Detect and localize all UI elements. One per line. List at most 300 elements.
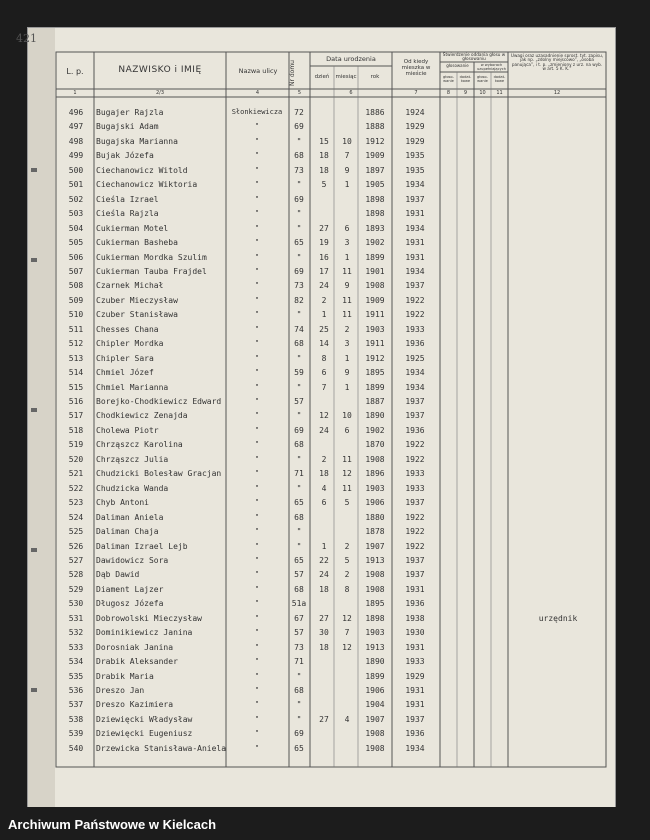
month-cell: 5 bbox=[344, 555, 350, 565]
lp-cell: 519 bbox=[68, 440, 84, 450]
table-row bbox=[0, 727, 650, 742]
year-cell: 1888 bbox=[365, 122, 385, 132]
year-cell: 1907 bbox=[365, 541, 385, 551]
lp-cell: 523 bbox=[68, 498, 84, 508]
lp-cell: 520 bbox=[68, 454, 84, 464]
table-row bbox=[0, 222, 650, 237]
year-cell: 1870 bbox=[365, 440, 385, 450]
year-cell: 1913 bbox=[365, 642, 385, 652]
lp-cell: 507 bbox=[68, 266, 84, 276]
year-cell: 1880 bbox=[365, 512, 385, 522]
since-cell: 1936 bbox=[405, 339, 425, 349]
name-cell: Borejko-Chodkiewicz Edward bbox=[96, 397, 222, 406]
table-row bbox=[0, 236, 650, 251]
column-number: 12 bbox=[553, 90, 561, 96]
column-number: 11 bbox=[496, 90, 503, 96]
name-cell: Chipler Sara bbox=[96, 353, 154, 363]
name-cell: Chipler Mordka bbox=[96, 339, 164, 349]
year-cell: 1911 bbox=[365, 310, 385, 320]
house-no-cell: 71 bbox=[294, 469, 304, 479]
year-cell: 1895 bbox=[365, 368, 385, 378]
day-cell: 24 bbox=[319, 425, 329, 435]
lp-cell: 527 bbox=[68, 555, 84, 565]
year-cell: 1908 bbox=[365, 729, 385, 739]
day-cell: 24 bbox=[319, 570, 329, 580]
name-cell: Czarnek Michał bbox=[96, 281, 164, 291]
street-cell: " bbox=[254, 584, 260, 593]
lp-cell: 497 bbox=[68, 122, 84, 132]
street-cell: " bbox=[254, 454, 260, 463]
header-birth-date: Data urodzenia bbox=[326, 55, 376, 63]
street-cell: " bbox=[254, 628, 260, 637]
year-cell: 1893 bbox=[365, 223, 385, 233]
street-cell: " bbox=[254, 180, 260, 189]
column-number: 1 bbox=[73, 90, 77, 96]
day-cell: 27 bbox=[319, 223, 329, 233]
since-cell: 1935 bbox=[405, 165, 425, 175]
year-cell: 1906 bbox=[365, 498, 385, 508]
name-cell: Chyb Antoni bbox=[96, 498, 149, 508]
column-number: 4 bbox=[255, 90, 260, 96]
month-cell: 12 bbox=[342, 613, 352, 623]
street-cell: " bbox=[254, 209, 260, 218]
name-cell: Dominikiewicz Janina bbox=[96, 628, 193, 638]
house-no-cell: 59 bbox=[294, 368, 304, 378]
header-voting-a: głosowanie bbox=[446, 63, 469, 68]
lp-cell: 496 bbox=[68, 108, 84, 117]
street-cell: " bbox=[254, 295, 260, 304]
street-cell: " bbox=[254, 512, 260, 521]
month-cell: 7 bbox=[344, 151, 350, 161]
day-cell: 4 bbox=[321, 483, 327, 493]
year-cell: 1907 bbox=[365, 714, 385, 724]
header-name: NAZWISKO i IMIĘ bbox=[118, 65, 202, 75]
watermark-text: Archiwum Państwowe w Kielcach bbox=[8, 817, 217, 832]
day-cell: 19 bbox=[319, 238, 329, 248]
lp-cell: 511 bbox=[68, 324, 84, 334]
table-row bbox=[0, 597, 650, 612]
house-no-cell: 57 bbox=[294, 570, 304, 580]
street-cell: " bbox=[254, 310, 260, 319]
street-cell: " bbox=[254, 238, 260, 247]
year-cell: 1890 bbox=[365, 411, 385, 421]
street-cell: " bbox=[254, 483, 260, 492]
since-cell: 1922 bbox=[405, 440, 425, 450]
day-cell: 25 bbox=[319, 324, 329, 334]
name-cell: Chodkiewicz Zenajda bbox=[96, 411, 188, 421]
house-no-cell: 65 bbox=[294, 498, 304, 508]
lp-cell: 515 bbox=[68, 382, 84, 392]
month-cell: 8 bbox=[344, 584, 350, 594]
street-cell: " bbox=[254, 411, 260, 420]
since-cell: 1937 bbox=[405, 570, 425, 580]
house-no-cell: 69 bbox=[294, 266, 304, 276]
house-no-cell: " bbox=[296, 252, 302, 262]
lp-cell: 502 bbox=[68, 194, 84, 204]
name-cell: Bugajska Marianna bbox=[96, 136, 178, 146]
since-cell: 1933 bbox=[405, 469, 425, 479]
day-cell: 5 bbox=[321, 180, 327, 190]
since-cell: 1931 bbox=[405, 209, 425, 219]
lp-cell: 525 bbox=[68, 527, 84, 537]
month-cell: 6 bbox=[344, 223, 350, 233]
day-cell: 12 bbox=[319, 411, 329, 421]
day-cell: 16 bbox=[319, 252, 329, 262]
table-row bbox=[0, 670, 650, 685]
lp-cell: 509 bbox=[68, 295, 84, 305]
table-row bbox=[0, 265, 650, 280]
table-row bbox=[0, 178, 650, 193]
street-cell: " bbox=[254, 339, 260, 348]
house-no-cell: 68 bbox=[294, 151, 304, 161]
year-cell: 1908 bbox=[365, 454, 385, 464]
house-no-cell: 57 bbox=[294, 628, 304, 638]
lp-cell: 535 bbox=[68, 671, 84, 681]
name-cell: Czuber Mieczysław bbox=[96, 295, 178, 305]
house-no-cell: 73 bbox=[294, 642, 304, 652]
name-cell: Drabik Maria bbox=[96, 671, 154, 681]
name-cell: Dreszo Kazimiera bbox=[96, 700, 174, 710]
street-cell: " bbox=[254, 642, 260, 651]
lp-cell: 516 bbox=[68, 397, 84, 406]
since-cell: 1922 bbox=[405, 454, 425, 464]
year-cell: 1899 bbox=[365, 671, 385, 681]
year-cell: 1908 bbox=[365, 281, 385, 291]
since-cell: 1937 bbox=[405, 281, 425, 291]
house-no-cell: " bbox=[296, 483, 302, 493]
since-cell: 1936 bbox=[405, 729, 425, 739]
street-cell: " bbox=[254, 324, 260, 333]
street-cell: " bbox=[254, 425, 260, 434]
street-cell: " bbox=[254, 136, 260, 145]
lp-cell: 508 bbox=[68, 281, 84, 291]
month-cell: 2 bbox=[344, 541, 350, 551]
name-cell: Cukierman Tauba Frajdel bbox=[96, 266, 207, 276]
day-cell: 18 bbox=[319, 469, 329, 479]
name-cell: Bugajski Adam bbox=[96, 122, 159, 132]
table-row bbox=[0, 713, 650, 728]
month-cell: 9 bbox=[344, 165, 350, 175]
day-cell: 22 bbox=[319, 555, 329, 565]
house-no-cell: " bbox=[296, 136, 302, 146]
since-cell: 1936 bbox=[405, 425, 425, 435]
house-no-cell: " bbox=[296, 671, 302, 681]
year-cell: 1901 bbox=[365, 266, 385, 276]
month-cell: 10 bbox=[342, 136, 352, 146]
since-cell: 1937 bbox=[405, 411, 425, 421]
year-cell: 1895 bbox=[365, 599, 385, 609]
name-cell: Chesses Chana bbox=[96, 324, 159, 334]
day-cell: 8 bbox=[321, 353, 327, 363]
year-cell: 1897 bbox=[365, 165, 385, 175]
year-cell: 1899 bbox=[365, 382, 385, 392]
house-no-cell: " bbox=[296, 527, 302, 537]
day-cell: 6 bbox=[321, 498, 327, 508]
name-cell: Cukierman Mordka Szulim bbox=[96, 252, 207, 262]
header-month: miesiąc bbox=[335, 74, 357, 80]
name-cell: Dziewięcki Władysław bbox=[96, 714, 193, 724]
street-cell: " bbox=[254, 397, 260, 405]
house-no-cell: " bbox=[296, 223, 302, 233]
name-cell: Chrząszcz Karolina bbox=[96, 440, 183, 450]
lp-cell: 506 bbox=[68, 252, 84, 262]
street-cell: " bbox=[254, 382, 260, 391]
day-cell: 6 bbox=[321, 368, 327, 378]
year-cell: 1911 bbox=[365, 339, 385, 349]
name-cell: Chmiel Józef bbox=[96, 368, 154, 378]
since-cell: 1924 bbox=[405, 108, 425, 117]
name-cell: Dreszo Jan bbox=[96, 686, 145, 695]
street-cell: " bbox=[254, 151, 260, 160]
header-house-no: Nr domu bbox=[289, 60, 296, 86]
house-no-cell: 67 bbox=[294, 613, 304, 623]
day-cell: 30 bbox=[319, 628, 329, 638]
lp-cell: 503 bbox=[68, 209, 84, 219]
lp-cell: 522 bbox=[68, 483, 84, 493]
name-cell: Daliman Aniela bbox=[96, 512, 164, 522]
street-cell: " bbox=[254, 527, 260, 536]
lp-cell: 513 bbox=[68, 353, 84, 363]
column-number: 8 bbox=[446, 90, 451, 96]
table-row bbox=[0, 655, 650, 670]
name-cell: Daliman Izrael Lejb bbox=[96, 541, 188, 551]
table-row bbox=[0, 135, 650, 150]
since-cell: 1935 bbox=[405, 151, 425, 161]
column-number: 6 bbox=[349, 90, 353, 96]
day-cell: 18 bbox=[319, 151, 329, 161]
watermark-bar bbox=[0, 807, 650, 840]
table-row bbox=[0, 207, 650, 222]
since-cell: 1934 bbox=[405, 266, 425, 276]
lp-cell: 498 bbox=[68, 136, 84, 146]
header-voting-b: w wyborach uzupełniających bbox=[477, 63, 506, 71]
street-cell: " bbox=[254, 686, 260, 694]
name-cell: Dawidowicz Sora bbox=[96, 555, 169, 565]
lp-cell: 505 bbox=[68, 238, 84, 248]
since-cell: 1937 bbox=[405, 194, 425, 204]
name-cell: Cieśla Rajzla bbox=[96, 209, 159, 219]
month-cell: 1 bbox=[344, 180, 350, 190]
house-no-cell: 68 bbox=[294, 512, 304, 522]
name-cell: Bugajer Rajzla bbox=[96, 108, 164, 117]
table-row bbox=[0, 698, 650, 713]
house-no-cell: 69 bbox=[294, 729, 304, 739]
street-cell: " bbox=[254, 714, 260, 723]
table-row bbox=[0, 193, 650, 208]
table-row bbox=[0, 583, 650, 598]
year-cell: 1887 bbox=[365, 397, 385, 406]
house-no-cell: 68 bbox=[294, 440, 304, 450]
since-cell: 1936 bbox=[405, 599, 425, 609]
year-cell: 1905 bbox=[365, 180, 385, 190]
month-cell: 2 bbox=[344, 570, 350, 580]
year-cell: 1912 bbox=[365, 136, 385, 146]
year-cell: 1898 bbox=[365, 194, 385, 204]
table-row bbox=[0, 612, 650, 627]
house-no-cell: 69 bbox=[294, 122, 304, 132]
year-cell: 1898 bbox=[365, 613, 385, 623]
house-no-cell: 72 bbox=[294, 108, 304, 117]
street-cell: " bbox=[254, 743, 260, 752]
table-row bbox=[0, 308, 650, 323]
since-cell: 1933 bbox=[405, 483, 425, 493]
house-no-cell: 68 bbox=[294, 686, 304, 695]
month-cell: 12 bbox=[342, 469, 352, 479]
table-row bbox=[0, 511, 650, 526]
day-cell: 7 bbox=[321, 382, 327, 392]
column-number: 5 bbox=[297, 90, 302, 96]
lp-cell: 540 bbox=[68, 743, 84, 753]
lp-cell: 510 bbox=[68, 310, 84, 320]
house-no-cell: " bbox=[296, 353, 302, 363]
since-cell: 1934 bbox=[405, 743, 425, 753]
year-cell: 1903 bbox=[365, 324, 385, 334]
house-no-cell: " bbox=[296, 714, 302, 724]
street-cell: " bbox=[254, 266, 260, 275]
lp-cell: 526 bbox=[68, 541, 84, 551]
name-cell: Drzewicka Stanisława-Aniela bbox=[96, 743, 227, 753]
lp-cell: 537 bbox=[68, 700, 84, 710]
lp-cell: 517 bbox=[68, 411, 84, 421]
house-no-cell: 65 bbox=[294, 555, 304, 565]
month-cell: 1 bbox=[344, 382, 350, 392]
lp-cell: 534 bbox=[68, 657, 84, 667]
year-cell: 1899 bbox=[365, 252, 385, 262]
table-row bbox=[0, 525, 650, 540]
table-row bbox=[0, 554, 650, 569]
lp-cell: 536 bbox=[68, 686, 84, 695]
month-cell: 11 bbox=[342, 295, 352, 305]
month-cell: 12 bbox=[342, 642, 352, 652]
house-no-cell: 65 bbox=[294, 743, 304, 753]
house-no-cell: 74 bbox=[294, 324, 304, 334]
name-cell: Długosz Józefa bbox=[96, 599, 164, 609]
table-row bbox=[0, 424, 650, 439]
month-cell: 11 bbox=[342, 483, 352, 493]
table-row bbox=[0, 409, 650, 424]
day-cell: 15 bbox=[319, 136, 329, 146]
since-cell: 1925 bbox=[405, 353, 425, 363]
name-cell: Dąb Dawid bbox=[96, 570, 140, 580]
house-no-cell: " bbox=[296, 180, 302, 190]
house-no-cell: 57 bbox=[294, 397, 304, 406]
house-no-cell: 68 bbox=[294, 584, 304, 594]
header-voting-a1: głoso-wanie bbox=[443, 75, 454, 83]
month-cell: 2 bbox=[344, 324, 350, 334]
name-cell: Cieśla Izrael bbox=[96, 194, 159, 204]
day-cell: 24 bbox=[319, 281, 329, 291]
year-cell: 1903 bbox=[365, 628, 385, 638]
table-row bbox=[0, 352, 650, 367]
since-cell: 1922 bbox=[405, 541, 425, 551]
street-cell: " bbox=[254, 252, 260, 261]
day-cell: 18 bbox=[319, 642, 329, 652]
header-voting-a2: dodat-kowe bbox=[459, 75, 472, 83]
year-cell: 1890 bbox=[365, 657, 385, 667]
house-no-cell: " bbox=[296, 310, 302, 320]
lp-cell: 499 bbox=[68, 151, 84, 161]
year-cell: 1886 bbox=[365, 108, 385, 117]
year-cell: 1902 bbox=[365, 425, 385, 435]
day-cell: 2 bbox=[321, 454, 327, 464]
street-cell: " bbox=[254, 599, 260, 608]
year-cell: 1902 bbox=[365, 238, 385, 248]
since-cell: 1934 bbox=[405, 223, 425, 233]
since-cell: 1931 bbox=[405, 238, 425, 248]
column-number: 9 bbox=[463, 90, 468, 96]
day-cell: 27 bbox=[319, 714, 329, 724]
table-row bbox=[0, 366, 650, 381]
table-row bbox=[0, 742, 650, 757]
month-cell: 9 bbox=[344, 368, 350, 378]
street-cell: " bbox=[254, 165, 260, 174]
since-cell: 1934 bbox=[405, 382, 425, 392]
name-cell: Chrząszcz Julia bbox=[96, 454, 169, 464]
street-cell: " bbox=[254, 194, 260, 203]
lp-cell: 532 bbox=[68, 628, 84, 638]
year-cell: 1909 bbox=[365, 295, 385, 305]
column-number: 10 bbox=[479, 90, 486, 96]
year-cell: 1904 bbox=[365, 700, 385, 710]
table-row bbox=[0, 120, 650, 135]
name-cell: Bujak Józefa bbox=[96, 151, 154, 161]
house-no-cell: 82 bbox=[294, 295, 304, 305]
day-cell: 18 bbox=[319, 584, 329, 594]
house-no-cell: " bbox=[296, 700, 302, 710]
month-cell: 6 bbox=[344, 425, 350, 435]
table-row bbox=[0, 482, 650, 497]
street-cell: " bbox=[254, 570, 260, 579]
since-cell: 1931 bbox=[405, 686, 425, 695]
street-cell: " bbox=[254, 469, 260, 478]
day-cell: 1 bbox=[321, 310, 327, 320]
house-no-cell: 69 bbox=[294, 425, 304, 435]
since-cell: 1931 bbox=[405, 252, 425, 262]
house-no-cell: 69 bbox=[294, 194, 304, 204]
year-cell: 1909 bbox=[365, 151, 385, 161]
street-cell: " bbox=[254, 657, 260, 666]
month-cell: 10 bbox=[342, 411, 352, 421]
since-cell: 1934 bbox=[405, 180, 425, 190]
since-cell: 1922 bbox=[405, 310, 425, 320]
year-cell: 1898 bbox=[365, 209, 385, 219]
table-row bbox=[0, 641, 650, 656]
street-cell: " bbox=[254, 555, 260, 564]
year-cell: 1903 bbox=[365, 483, 385, 493]
since-cell: 1937 bbox=[405, 555, 425, 565]
table-row bbox=[0, 337, 650, 352]
month-cell: 5 bbox=[344, 498, 350, 508]
since-cell: 1931 bbox=[405, 642, 425, 652]
table-row bbox=[0, 568, 650, 583]
street-cell: " bbox=[254, 122, 260, 131]
since-cell: 1937 bbox=[405, 498, 425, 508]
name-cell: Chudzicka Wanda bbox=[96, 483, 169, 493]
month-cell: 4 bbox=[344, 714, 350, 724]
header-voting-b1: głoso-wanie bbox=[477, 75, 488, 83]
street-cell: " bbox=[254, 671, 260, 680]
street-cell: " bbox=[254, 353, 260, 362]
house-no-cell: 51a bbox=[291, 599, 307, 609]
year-cell: 1896 bbox=[365, 469, 385, 479]
page-number: 421 bbox=[16, 32, 37, 45]
month-cell: 11 bbox=[342, 310, 352, 320]
lp-cell: 512 bbox=[68, 339, 84, 349]
name-cell: Ciechanowicz Witold bbox=[96, 165, 188, 175]
name-cell: Czuber Stanisława bbox=[96, 310, 178, 320]
street-cell: " bbox=[254, 613, 260, 622]
table-row bbox=[0, 381, 650, 396]
